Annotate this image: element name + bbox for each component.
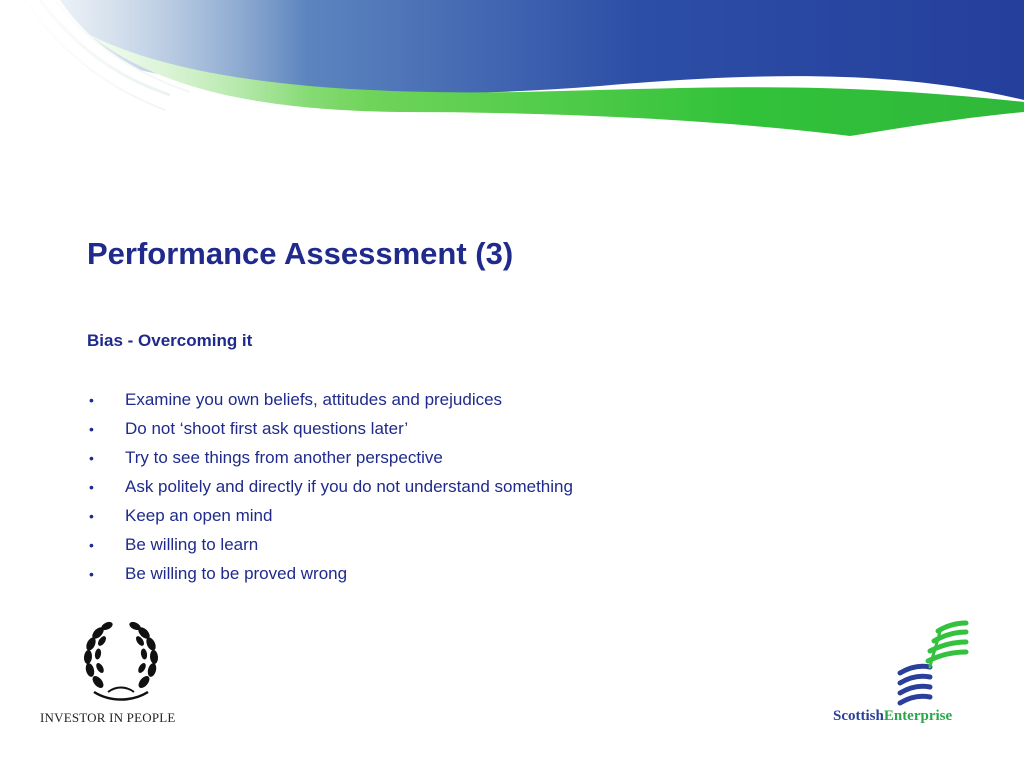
bullet-icon: • xyxy=(89,537,94,553)
list-item-text: Do not ‘shoot first ask questions later’ xyxy=(125,419,409,438)
list-item-text: Be willing to be proved wrong xyxy=(125,564,348,583)
se-word-scottish: Scottish xyxy=(833,708,884,724)
list-item-text: Examine you own beliefs, attitudes and prejudices xyxy=(125,390,503,409)
list-item-text: Try to see things from another perspective xyxy=(125,448,443,467)
bullet-icon: • xyxy=(89,479,94,495)
bullet-icon: • xyxy=(89,566,94,582)
bullet-icon: • xyxy=(89,421,94,437)
se-word-enterprise: Enterprise xyxy=(883,708,953,724)
laurel-wreath-icon xyxy=(80,620,162,702)
scottish-enterprise-logo xyxy=(830,615,990,740)
bullet-icon: • xyxy=(89,508,94,524)
slide-title: Performance Assessment (3) xyxy=(87,236,514,271)
list-item-text: Be willing to learn xyxy=(125,535,259,554)
list-item-text: Ask politely and directly if you do not understand something xyxy=(125,477,573,496)
header-wave-banner xyxy=(0,0,1024,150)
saltire-wave-icon xyxy=(896,617,970,712)
investor-in-people-logo xyxy=(40,618,210,733)
investor-label: INVESTOR IN PEOPLE xyxy=(40,710,176,725)
list-item-text: Keep an open mind xyxy=(125,506,273,525)
slide-subtitle: Bias - Overcoming it xyxy=(87,331,253,350)
bullet-icon: • xyxy=(89,450,94,466)
bullet-icon: • xyxy=(89,392,94,408)
scottish-enterprise-label xyxy=(833,708,952,725)
